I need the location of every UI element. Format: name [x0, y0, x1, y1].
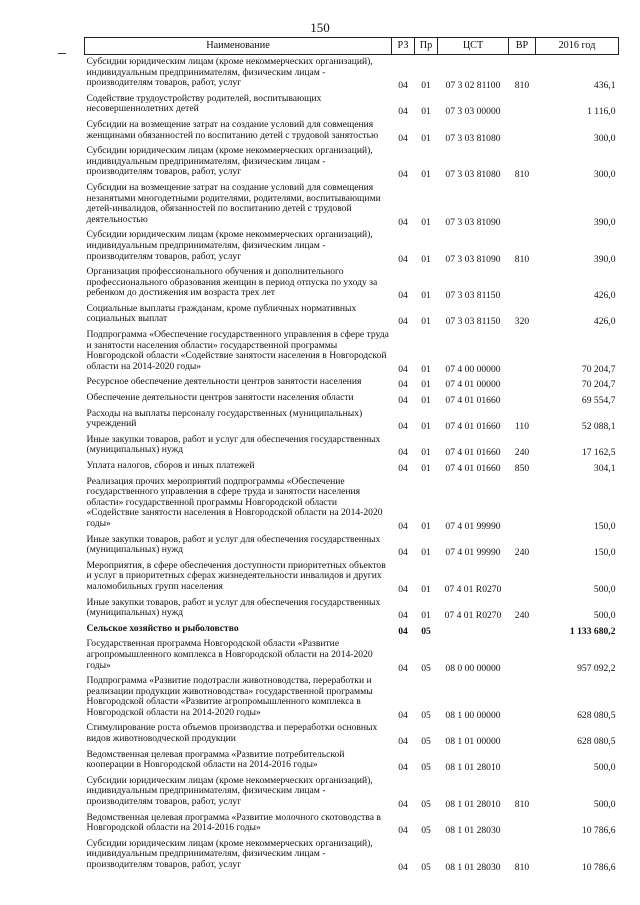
- row-pr: 05: [421, 799, 431, 811]
- table-row: [85, 721, 619, 747]
- row-cst: 07 4 01 01660: [445, 395, 501, 407]
- row-pr: 05: [421, 862, 431, 873]
- row-pr: 05: [421, 662, 431, 674]
- row-vr: 240: [514, 610, 530, 622]
- row-rz: 04: [398, 862, 408, 873]
- row-cst: 07 4 01 R0270: [444, 583, 502, 595]
- table-row: [85, 228, 619, 265]
- row-rz: 04: [398, 216, 408, 228]
- row-amount: 52 088,1: [581, 421, 616, 433]
- table-row: [85, 837, 619, 874]
- table-row: [85, 559, 619, 596]
- row-amount: 300,0: [593, 169, 616, 181]
- row-amount: 70 204,7: [581, 379, 616, 391]
- row-name: Субсидии юридическим лицам (кроме некоммерческих организаций), индивидуальным предпринимателям, физическим лицам - производителям товаров, работ, услуг: [86, 145, 373, 178]
- header-name: Наименование: [85, 38, 392, 55]
- row-name: Социальные выплаты гражданам, кроме публичных нормативных социальных выплат: [86, 302, 357, 325]
- row-amount: 628 080,5: [577, 736, 616, 748]
- row-cst: 08 1 01 00000: [445, 736, 501, 748]
- row-vr: [509, 559, 536, 596]
- table-row: [85, 674, 619, 721]
- table-row: [85, 433, 619, 459]
- row-name: Сельское хозяйство и рыболовство: [86, 622, 239, 634]
- table-row: [85, 265, 619, 302]
- row-cst: 07 3 02 81100: [445, 80, 501, 92]
- row-cst: 08 0 00 00000: [445, 662, 501, 674]
- row-name: Государственная программа Новгородской области «Развитие агропромышленного комплекса в Новгородской области на 2014-2020 годы»: [86, 638, 373, 671]
- table-row: [85, 55, 619, 92]
- row-vr: 810: [514, 862, 530, 873]
- margin-mark: [58, 53, 66, 54]
- row-vr: 810: [514, 253, 530, 265]
- row-amount: 10 786,6: [581, 862, 616, 873]
- row-cst: 07 4 01 01660: [445, 463, 501, 474]
- row-name: Стимулирование роста объемов производства и переработки основных видов животноводческой продукции: [86, 722, 378, 745]
- row-pr: 01: [421, 132, 431, 144]
- row-cst: 07 4 01 00000: [445, 379, 501, 391]
- row-name: Субсидии юридическим лицам (кроме некоммерческих организаций), индивидуальным предпринимателям, физическим лицам - производителям товаров, работ, услуг: [86, 229, 373, 262]
- row-rz: 04: [398, 547, 408, 559]
- row-amount: 17 162,5: [581, 447, 616, 459]
- row-cst: 07 3 03 81090: [445, 216, 501, 228]
- row-amount: 436,1: [593, 80, 616, 92]
- table-row: [85, 391, 619, 407]
- row-cst: 08 1 01 28030: [445, 825, 501, 837]
- row-rz: 04: [398, 363, 408, 375]
- row-rz: 04: [398, 463, 408, 474]
- row-name: Расходы на выплаты персоналу государственных (муниципальных) учреждений: [86, 407, 363, 430]
- row-cst: 07 4 01 01660: [445, 421, 501, 433]
- row-vr: [509, 748, 536, 774]
- row-pr: 05: [421, 762, 431, 774]
- row-amount: 500,0: [593, 799, 616, 811]
- row-pr: 05: [421, 709, 431, 721]
- row-amount: 426,0: [593, 290, 616, 302]
- row-rz: 04: [398, 316, 408, 328]
- row-amount: 426,0: [593, 316, 616, 328]
- row-rz: 04: [398, 610, 408, 622]
- table-row: [85, 302, 619, 328]
- row-vr: [509, 391, 536, 407]
- row-cst: [438, 622, 509, 638]
- row-pr: 01: [421, 169, 431, 181]
- row-name: Субсидии юридическим лицам (кроме некоммерческих организаций), индивидуальным предпринимателям, физическим лицам - производителям товаров, работ, услуг: [86, 774, 373, 808]
- row-rz: 04: [398, 106, 408, 118]
- row-rz: 04: [398, 290, 408, 302]
- page-number: 150: [310, 20, 330, 35]
- row-name: Субсидии юридическим лицам (кроме некоммерческих организаций), индивидуальным предпринимателям, физическим лицам - производителям товаров, работ, услуг: [86, 837, 373, 870]
- table-header: [85, 38, 619, 55]
- row-vr: 320: [514, 316, 530, 328]
- row-vr: [509, 181, 536, 228]
- row-pr: 01: [421, 290, 431, 302]
- row-amount: 10 786,6: [581, 825, 616, 837]
- row-rz: 04: [398, 169, 408, 181]
- row-name: Ведомственная целевая программа «Развитие молочного скотоводства в Новгородской области на 2014-2016 годы»: [86, 811, 381, 834]
- table-row: [85, 774, 619, 811]
- row-amount: 390,0: [593, 253, 616, 265]
- row-cst: 07 3 03 00000: [445, 106, 501, 118]
- table-row: [85, 181, 619, 228]
- row-vr: [509, 637, 536, 674]
- table-row: [85, 328, 619, 375]
- row-cst: 08 1 01 28010: [445, 799, 501, 811]
- row-pr: 01: [421, 106, 431, 118]
- row-vr: 850: [514, 463, 530, 474]
- row-pr: 01: [421, 421, 431, 433]
- row-rz: 04: [398, 583, 408, 595]
- row-cst: 07 4 01 99990: [445, 520, 501, 532]
- row-name: Субсидии на возмещение затрат на создание условий для совмещения незанятыми многодетными родителями, родителями, воспитывающими детей-инвалидов, обязанностей по воспитанию детей с трудовой деятельностью: [86, 181, 381, 225]
- row-vr: 110: [514, 421, 530, 433]
- row-name: Иные закупки товаров, работ и услуг для обеспечения государственных (муниципальных) нужд: [86, 433, 381, 456]
- row-rz: 04: [398, 447, 408, 459]
- row-name: Подпрограмма «Обеспечение государственного управления в сфере труда и занятости населения области» государственной программы Новгородской области «Содействие занятости населения в Новгородской области на 2014-2020 годы»: [86, 329, 389, 372]
- row-vr: 240: [514, 447, 530, 459]
- header-pr: Пр: [415, 38, 438, 55]
- row-amount: 500,0: [593, 762, 616, 774]
- row-pr: 01: [421, 363, 431, 375]
- header-rz: РЗ: [392, 38, 415, 55]
- row-amount: 500,0: [593, 610, 616, 622]
- table-row: [85, 811, 619, 837]
- row-name: Ведомственная целевая программа «Развитие потребительской кооперации в Новгородской области на 2014-2016 годы»: [86, 748, 345, 771]
- row-cst: 07 3 03 81090: [445, 253, 501, 265]
- row-rz: 04: [398, 625, 408, 637]
- row-vr: [509, 375, 536, 391]
- row-pr: 01: [421, 547, 431, 559]
- table-row: [85, 92, 619, 118]
- row-cst: 07 3 03 81150: [445, 316, 501, 328]
- row-amount: 1 133 680,2: [569, 625, 616, 637]
- row-pr: 01: [421, 316, 431, 328]
- row-pr: 01: [421, 216, 431, 228]
- table-row: [85, 144, 619, 181]
- row-cst: 07 3 03 81150: [445, 290, 501, 302]
- table-row: [85, 748, 619, 774]
- row-name: Мероприятия, в сфере обеспечения доступности приоритетных объектов и услуг в приоритетных сферах жизнедеятельности инвалидов и других маломобильных групп населения: [86, 559, 386, 592]
- row-name: Уплата налогов, сборов и иных платежей: [86, 460, 255, 471]
- row-name: Иные закупки товаров, работ и услуг для обеспечения государственных (муниципальных) нужд: [86, 533, 381, 556]
- row-amount: 150,0: [593, 547, 616, 559]
- row-cst: 07 3 03 81080: [445, 169, 501, 181]
- row-name: Субсидии на возмещение затрат на создание условий для совмещения женщинами обязанностей по воспитанию детей с трудовой занятостью: [86, 118, 379, 141]
- row-pr: 01: [421, 80, 431, 92]
- table-row: [85, 637, 619, 674]
- row-amount: 69 554,7: [581, 395, 616, 407]
- row-cst: 07 3 03 81080: [445, 132, 501, 144]
- row-pr: 01: [421, 583, 431, 595]
- table-body: [85, 55, 619, 874]
- header-cst: ЦСТ: [438, 38, 509, 55]
- row-pr: 05: [421, 625, 431, 637]
- row-cst: 08 1 01 28030: [445, 862, 501, 873]
- row-name: Реализация прочих мероприятий подпрограммы «Обеспечение государственного управления в сфере труда и занятости населения области» государственной программы Новгородской области «Содействие занятости населения в Новгородской области на 2014-2020 годы»: [86, 475, 383, 529]
- row-pr: 05: [421, 825, 431, 837]
- row-amount: 628 080,5: [577, 709, 616, 721]
- table-row: [85, 622, 619, 638]
- header-year: 2016 год: [536, 38, 619, 55]
- row-name: Обеспечение деятельности центров занятости населения области: [86, 392, 354, 404]
- row-pr: 01: [421, 395, 431, 407]
- row-cst: 07 4 00 00000: [445, 363, 501, 375]
- row-cst: 08 1 01 28010: [445, 762, 501, 774]
- row-amount: 150,0: [593, 520, 616, 532]
- row-vr: [509, 328, 536, 375]
- table-row: [85, 407, 619, 433]
- row-amount: 70 204,7: [581, 363, 616, 375]
- row-amount: 957 092,2: [577, 662, 616, 674]
- row-rz: 04: [398, 421, 408, 433]
- row-vr: 810: [514, 80, 530, 92]
- table-row: [85, 375, 619, 391]
- row-pr: 05: [421, 736, 431, 748]
- row-cst: 08 1 00 00000: [445, 709, 501, 721]
- row-pr: 01: [421, 520, 431, 532]
- table-row: [85, 596, 619, 622]
- row-rz: 04: [398, 736, 408, 748]
- row-vr: 240: [514, 547, 530, 559]
- row-pr: 01: [421, 463, 431, 474]
- row-rz: 04: [398, 379, 408, 391]
- row-pr: 01: [421, 610, 431, 622]
- row-amount: 390,0: [593, 216, 616, 228]
- row-vr: [509, 721, 536, 747]
- row-vr: [509, 811, 536, 837]
- row-amount: 500,0: [593, 583, 616, 595]
- row-cst: 07 4 01 99990: [445, 547, 501, 559]
- row-name: Иные закупки товаров, работ и услуг для обеспечения государственных (муниципальных) нужд: [86, 596, 381, 619]
- budget-table: [84, 37, 619, 874]
- row-rz: 04: [398, 395, 408, 407]
- row-rz: 04: [398, 520, 408, 532]
- row-rz: 04: [398, 253, 408, 265]
- row-rz: 04: [398, 825, 408, 837]
- header-vr: ВР: [509, 38, 536, 55]
- table-row: [85, 459, 619, 475]
- row-cst: 07 4 01 R0270: [444, 610, 502, 622]
- row-rz: 04: [398, 80, 408, 92]
- row-vr: [509, 622, 536, 638]
- row-cst: 07 4 01 01660: [445, 447, 501, 459]
- row-vr: 810: [514, 799, 530, 811]
- row-name: Подпрограмма «Развитие подотрасли животноводства, переработки и реализации продукции животноводства» государственной программы Новгородской области «Развитие агропромышленного комплекса в Новгородской области на 2014-2020 годы»: [86, 675, 373, 718]
- row-vr: [509, 92, 536, 118]
- row-pr: 01: [421, 379, 431, 391]
- row-amount: 300,0: [593, 132, 616, 144]
- row-rz: 04: [398, 762, 408, 774]
- row-pr: 01: [421, 253, 431, 265]
- row-name: Организация профессионального обучения и дополнительного профессионального образования женщин в период отпуска по уходу за ребенком до достижения им возраста трех лет: [86, 266, 378, 299]
- row-vr: 810: [514, 169, 530, 181]
- row-rz: 04: [398, 799, 408, 811]
- table-row: [85, 475, 619, 533]
- row-amount: 1 116,0: [587, 106, 616, 118]
- row-rz: 04: [398, 709, 408, 721]
- row-amount: 304,1: [593, 463, 616, 474]
- table-row: [85, 533, 619, 559]
- row-pr: 01: [421, 447, 431, 459]
- row-vr: [509, 118, 536, 144]
- row-vr: [509, 674, 536, 721]
- row-rz: 04: [398, 662, 408, 674]
- row-name: Субсидии юридическим лицам (кроме некоммерческих организаций), индивидуальным предпринимателям, физическим лицам - производителям товаров, работ, услуг: [86, 56, 373, 89]
- row-vr: [509, 265, 536, 302]
- table-row: [85, 118, 619, 144]
- row-name: Содействие трудоустройству родителей, воспитывающих несовершеннолетних детей: [86, 92, 322, 115]
- row-vr: [509, 475, 536, 533]
- row-rz: 04: [398, 132, 408, 144]
- row-name: Ресурсное обеспечение деятельности центров занятости населения: [86, 376, 362, 388]
